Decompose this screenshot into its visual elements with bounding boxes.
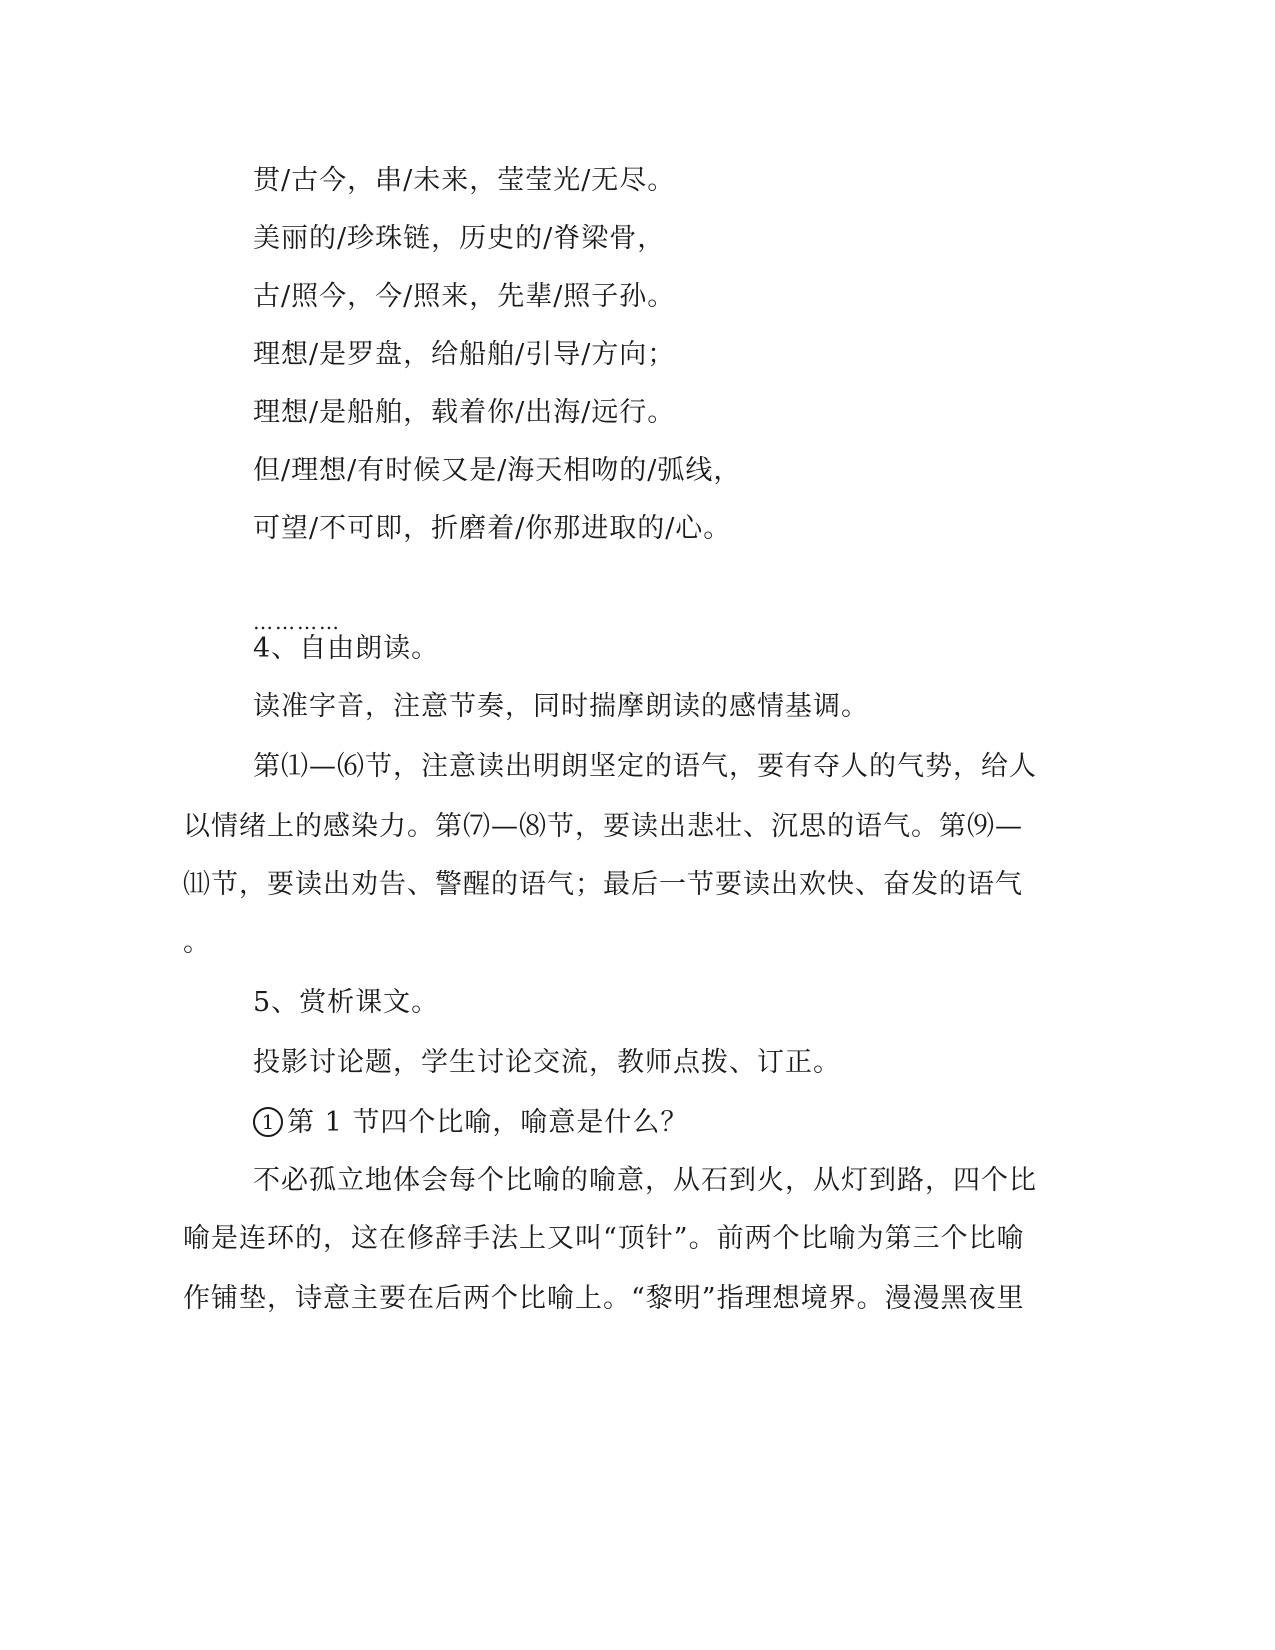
paragraph-line: 。	[183, 927, 211, 958]
poem-line: 理想/是罗盘，给船舶/引导/方向；	[253, 339, 676, 370]
poem-line: 贯/古今，串/未来，莹莹光/无尽。	[253, 165, 676, 196]
paragraph-line: 作铺垫，诗意主要在后两个比喻上。“黎明”指理想境界。漫漫黑夜里	[183, 1283, 1025, 1314]
poem-line: 但/理想/有时候又是/海天相吻的/弧线，	[253, 455, 742, 486]
circled-number: 1	[253, 1107, 283, 1137]
paragraph-line: 第⑴—⑹节，注意读出明朗坚定的语气，要有夺人的气势，给人	[253, 751, 1037, 782]
section-heading: 5、赏析课文。	[253, 987, 440, 1018]
paragraph-line: ⑾节，要读出劝告、警醒的语气；最后一节要读出欢快、奋发的语气	[183, 869, 1023, 900]
ellipsis: …………	[253, 610, 341, 634]
poem-line: 美丽的/珍珠链，历史的/脊梁骨，	[253, 223, 666, 254]
paragraph-line: 读准字音，注意节奏，同时揣摩朗读的感情基调。	[253, 691, 869, 722]
question-line	[253, 1106, 688, 1140]
paragraph-line: 投影讨论题，学生讨论交流，教师点拨、订正。	[253, 1047, 841, 1078]
paragraph-line: 不必孤立地体会每个比喻的喻意，从石到火，从灯到路，四个比	[253, 1165, 1037, 1196]
poem-line: 理想/是船舶，载着你/出海/远行。	[253, 397, 676, 428]
poem-line: 可望/不可即，折磨着/你那进取的/心。	[253, 513, 732, 544]
paragraph-line: 以情绪上的感染力。第⑺—⑻节，要读出悲壮、沉思的语气。第⑼—	[183, 811, 1023, 842]
poem-line: 古/照今，今/照来，先辈/照子孙。	[253, 281, 676, 312]
question-text: 第 1 节四个比喻，喻意是什么？	[287, 1107, 689, 1138]
section-heading: 4、自由朗读。	[253, 633, 440, 664]
paragraph-line: 喻是连环的，这在修辞手法上又叫“顶针”。前两个比喻为第三个比喻	[183, 1223, 1025, 1254]
